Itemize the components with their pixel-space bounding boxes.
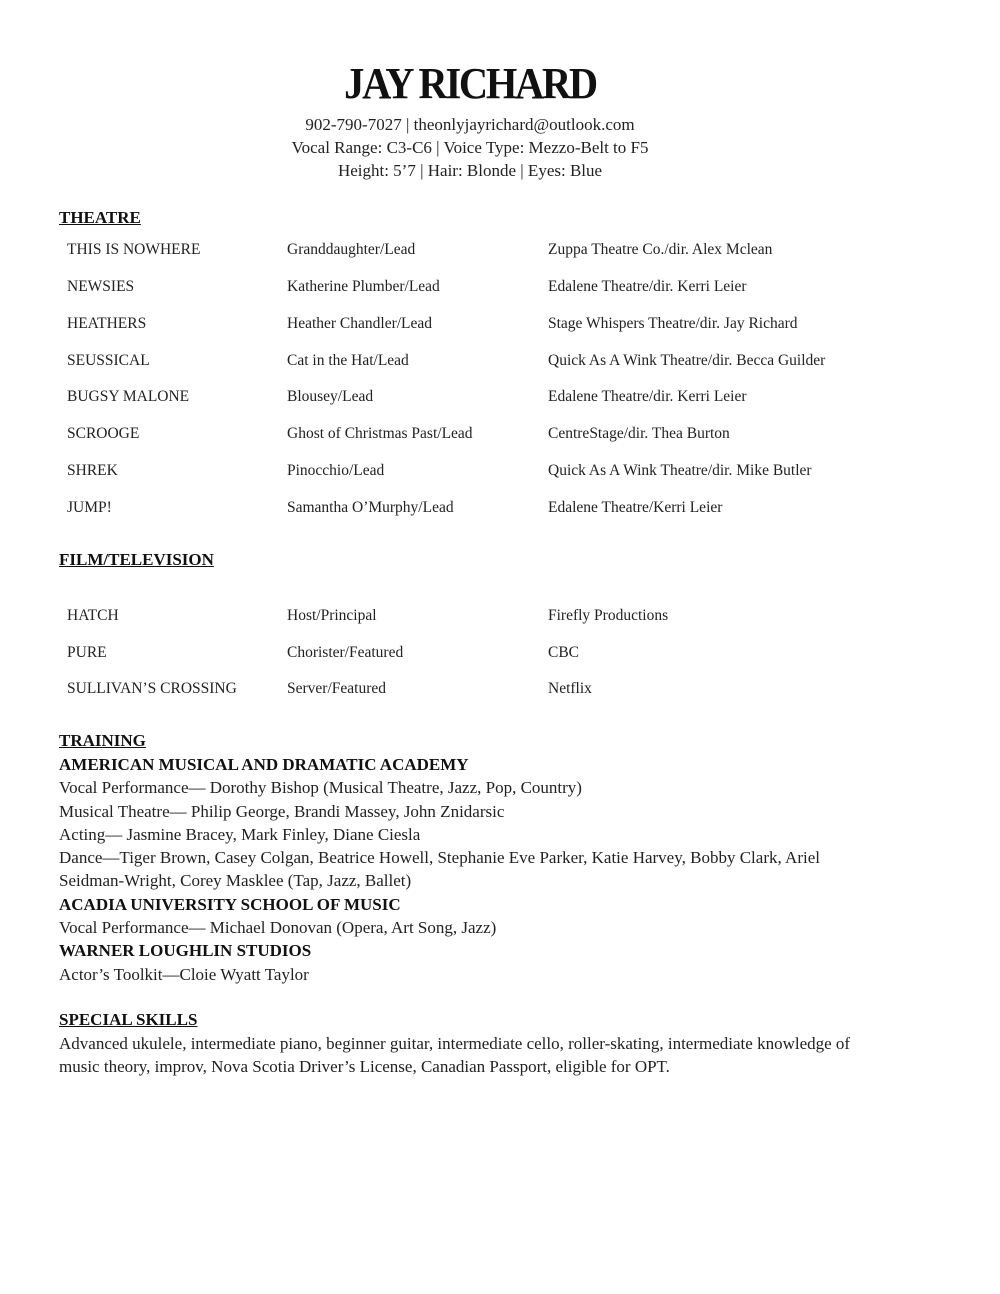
company-name: Quick As A Wink Theatre/dir. Becca Guilder: [548, 352, 826, 369]
film-row: [0, 642, 1000, 664]
role-name: Katherine Plumber/Lead: [287, 278, 440, 295]
role-name: Granddaughter/Lead: [287, 241, 416, 258]
production-name: JUMP!: [67, 499, 112, 516]
production-name: NEWSIES: [67, 278, 135, 295]
role-name: Cat in the Hat/Lead: [287, 352, 409, 369]
training-line: Dance—Tiger Brown, Casey Colgan, Beatrice Howell, Stephanie Eve Parker, Katie Harvey, Bobby Clark, Ariel Seidman-Wright, Corey Masklee (Tap, Jazz, Ballet): [59, 848, 820, 891]
production-name: SHREK: [67, 462, 118, 479]
role-name: Samantha O’Murphy/Lead: [287, 499, 454, 516]
theatre-row: [0, 386, 1000, 408]
film-row: [0, 605, 1000, 627]
role-name: Heather Chandler/Lead: [287, 315, 433, 332]
training-line: Vocal Performance— Dorothy Bishop (Musical Theatre, Jazz, Pop, Country): [59, 778, 582, 798]
production-name: PURE: [67, 644, 107, 661]
company-name: CBC: [548, 644, 580, 661]
role-name: Ghost of Christmas Past/Lead: [287, 425, 473, 442]
theatre-row: [0, 497, 1000, 519]
theatre-row: [0, 350, 1000, 372]
company-name: Edalene Theatre/dir. Kerri Leier: [548, 388, 747, 405]
company-name: Firefly Productions: [548, 607, 669, 624]
theatre-row: [0, 313, 1000, 335]
contact-info: 902-790-7027 | theonlyjayrichard@outlook.com: [305, 115, 635, 134]
school-name: WARNER LOUGHLIN STUDIOS: [59, 941, 312, 961]
school-name: ACADIA UNIVERSITY SCHOOL OF MUSIC: [59, 894, 401, 914]
film-heading: FILM/TELEVISION: [59, 550, 214, 569]
production-name: THIS IS NOWHERE: [67, 241, 201, 258]
training-line: Vocal Performance— Michael Donovan (Opera, Art Song, Jazz): [59, 918, 497, 938]
company-name: Netflix: [548, 680, 592, 697]
skills-text: Advanced ukulele, intermediate piano, beginner guitar, intermediate cello, roller-skating, intermediate knowledge of music theory, improv, Nova Scotia Driver’s License, Canadian Passport, eligible for OPT.: [59, 1034, 851, 1077]
production-name: SULLIVAN’S CROSSING: [67, 680, 237, 697]
theatre-row: [0, 423, 1000, 445]
training-line: Acting— Jasmine Bracey, Mark Finley, Diane Ciesla: [59, 824, 421, 844]
resume-name: JAY RICHARD: [344, 59, 596, 108]
training-heading: TRAINING: [59, 731, 146, 750]
company-name: Zuppa Theatre Co./dir. Alex Mclean: [548, 241, 773, 258]
production-name: HEATHERS: [67, 315, 147, 332]
production-name: BUGSY MALONE: [67, 388, 190, 405]
company-name: CentreStage/dir. Thea Burton: [548, 425, 730, 442]
role-name: Pinocchio/Lead: [287, 462, 385, 479]
training-line: Actor’s Toolkit—Cloie Wyatt Taylor: [59, 964, 309, 984]
company-name: Stage Whispers Theatre/dir. Jay Richard: [548, 315, 798, 332]
company-name: Edalene Theatre/Kerri Leier: [548, 499, 723, 516]
theatre-row: [0, 239, 1000, 261]
theatre-heading: THEATRE: [59, 208, 141, 227]
role-name: Server/Featured: [287, 680, 386, 697]
role-name: Chorister/Featured: [287, 644, 404, 661]
production-name: SCROOGE: [67, 425, 140, 442]
skills-heading: SPECIAL SKILLS: [59, 1010, 198, 1029]
vocal-info: Vocal Range: C3-C6 | Voice Type: Mezzo-Belt to F5: [291, 138, 649, 157]
training-line: Musical Theatre— Philip George, Brandi Massey, John Znidarsic: [59, 801, 505, 821]
film-row: [0, 678, 1000, 700]
role-name: Blousey/Lead: [287, 388, 374, 405]
school-name: AMERICAN MUSICAL AND DRAMATIC ACADEMY: [59, 755, 469, 774]
company-name: Quick As A Wink Theatre/dir. Mike Butler: [548, 462, 812, 479]
company-name: Edalene Theatre/dir. Kerri Leier: [548, 278, 747, 295]
theatre-row: [0, 276, 1000, 298]
physical-info: Height: 5’7 | Hair: Blonde | Eyes: Blue: [337, 161, 603, 180]
production-name: HATCH: [67, 607, 119, 624]
training-block: [59, 753, 879, 986]
production-name: SEUSSICAL: [67, 352, 150, 369]
role-name: Host/Principal: [287, 607, 377, 624]
theatre-row: [0, 460, 1000, 482]
